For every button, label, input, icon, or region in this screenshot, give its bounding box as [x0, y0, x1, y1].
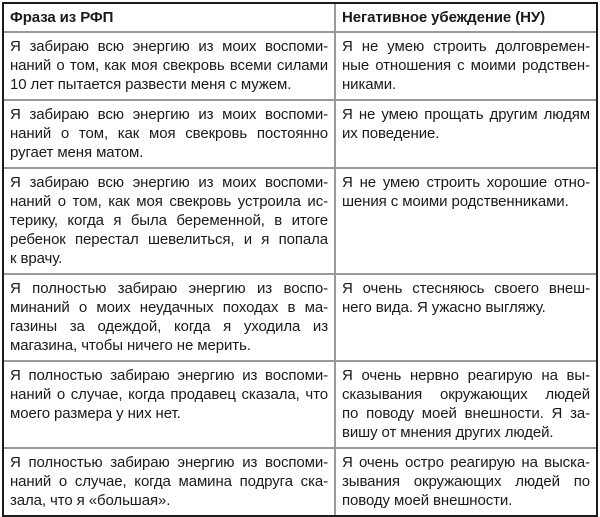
cell-nu [336, 33, 596, 101]
cell-line: наний о случае, когда продавец сказала, что [10, 386, 328, 403]
cell-line: шения с моими родственниками. [342, 193, 569, 210]
table-row [4, 169, 596, 275]
cell-line: поводу моей внешности. [342, 492, 513, 509]
cell-line: Я забираю всю энергию из моих воспоми- [10, 38, 328, 55]
cell-line: Я не умею прощать другим людям [342, 106, 590, 123]
cell-line: терику, когда я была беременной, в итоге [10, 212, 328, 229]
table-row [4, 101, 596, 169]
cell-line: ругает меня матом. [10, 144, 144, 161]
cell-rfp [4, 169, 336, 275]
cell-line: Я не умею строить хорошие отно- [342, 174, 590, 191]
cell-line: моего размера у них нет. [10, 405, 181, 422]
rfp-nu-table [2, 2, 598, 517]
table-body [4, 33, 596, 515]
cell-rfp [4, 101, 336, 169]
cell-nu [336, 449, 596, 515]
cell-line: вишу от мнения других людей. [342, 424, 554, 441]
table-row [4, 275, 596, 362]
header-row [4, 4, 596, 33]
cell-line: Я очень стесняюсь своего внеш- [342, 280, 590, 297]
cell-line: ребенок перестал шевелиться, и я попала [10, 231, 328, 248]
cell-line: наний о том, как моя свекровь всеми силами [10, 57, 328, 74]
table-row [4, 362, 596, 449]
column-header-nu: Негативное убеждение (НУ) [336, 4, 596, 33]
cell-line: наний о том, как моя свекровь устроила ис- [10, 193, 328, 210]
cell-line: их поведение. [342, 125, 440, 142]
cell-rfp [4, 33, 336, 101]
cell-rfp [4, 275, 336, 362]
cell-line: Я забираю всю энергию из моих воспоми- [10, 174, 328, 191]
cell-nu [336, 362, 596, 449]
cell-nu [336, 169, 596, 275]
cell-line: Я полностью забираю энергию из воспо- [10, 280, 328, 297]
cell-line: Я полностью забираю энергию из воспоми- [10, 454, 328, 471]
cell-line: 10 лет пытается развести меня с мужем. [10, 76, 292, 93]
cell-line: наний о случае, когда мамина подруга ска- [10, 473, 328, 490]
cell-line: никами. [342, 76, 397, 93]
cell-rfp [4, 449, 336, 515]
cell-line: ные отношения с моими родствен- [342, 57, 590, 74]
cell-line: наний о том, как моя свекровь постоянно [10, 125, 328, 142]
cell-line: газины за одеждой, когда я уходила из [10, 318, 328, 335]
cell-nu [336, 101, 596, 169]
table-row [4, 449, 596, 515]
cell-line: Я полностью забираю энергию из воспоми- [10, 367, 328, 384]
cell-line: Я не умею строить долговремен- [342, 38, 590, 55]
column-header-rfp: Фраза из РФП [4, 4, 336, 33]
cell-line: к врачу. [10, 250, 63, 267]
cell-line: Я очень остро реагирую на выска- [342, 454, 590, 471]
cell-rfp [4, 362, 336, 449]
cell-line: него вида. Я ужасно выгляжу. [342, 299, 546, 316]
table-header [4, 4, 596, 33]
cell-line: Я очень нервно реагирую на вы- [342, 367, 590, 384]
cell-line: сказывания окружающих людей [342, 386, 590, 403]
cell-line: магазина, чтобы ничего не мерить. [10, 337, 251, 354]
cell-nu [336, 275, 596, 362]
cell-line: минаний о моих неудачных походах в ма- [10, 299, 328, 316]
cell-line: Я забираю всю энергию из моих воспоми- [10, 106, 328, 123]
cell-line: по поводу моей внешности. Я за- [342, 405, 590, 422]
table-row [4, 33, 596, 101]
cell-line: зывания окружающих людей по [342, 473, 590, 490]
cell-line: зала, что я «большая». [10, 492, 171, 509]
